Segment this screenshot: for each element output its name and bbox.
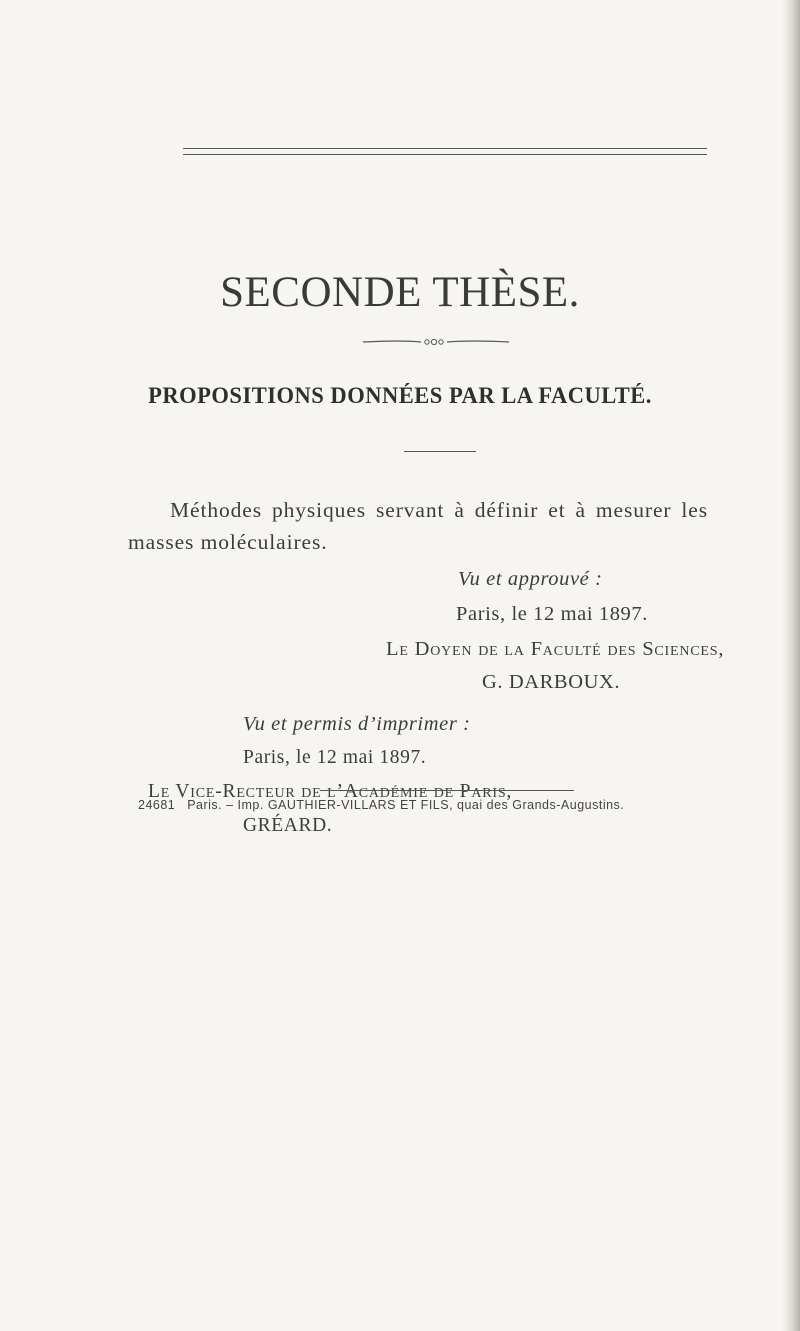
footer-rule — [320, 790, 574, 791]
imprint-text: Paris. – Imp. GAUTHIER-VILLARS ET FILS, quai des Grands-Augustins. — [187, 798, 625, 812]
academy-vice-rector-name: GRÉARD. — [243, 815, 333, 836]
faculty-dean-role: Le Doyen de la Faculté des Sciences, — [386, 638, 725, 660]
faculty-approval-heading: Vu et approuvé : — [458, 568, 603, 590]
proposition-line-2: masses moléculaires. — [128, 530, 328, 554]
top-rule — [183, 148, 707, 149]
proposition-text — [128, 494, 708, 558]
faculty-dean-name: G. DARBOUX. — [482, 671, 621, 693]
academy-approval-heading: Vu et permis d’imprimer : — [243, 713, 471, 735]
ornament-divider — [361, 337, 511, 347]
faculty-approval-date: Paris, le 12 mai 1897. — [456, 603, 648, 625]
proposition-line-1: Méthodes physiques servant à définir et à mesurer les — [170, 498, 708, 522]
short-rule — [404, 451, 476, 452]
printer-imprint — [138, 798, 624, 812]
academy-vice-rector-role: Le Vice-Recteur de l’Académie de Paris, — [148, 781, 513, 802]
imprint-number: 24681 — [138, 798, 176, 812]
page-edge-shadow — [782, 0, 800, 1331]
page-title: SECONDE THÈSE. — [220, 269, 580, 316]
section-subtitle: PROPOSITIONS DONNÉES PAR LA FACULTÉ. — [148, 383, 652, 408]
academy-approval-date: Paris, le 12 mai 1897. — [243, 747, 427, 768]
top-rule — [183, 154, 707, 155]
